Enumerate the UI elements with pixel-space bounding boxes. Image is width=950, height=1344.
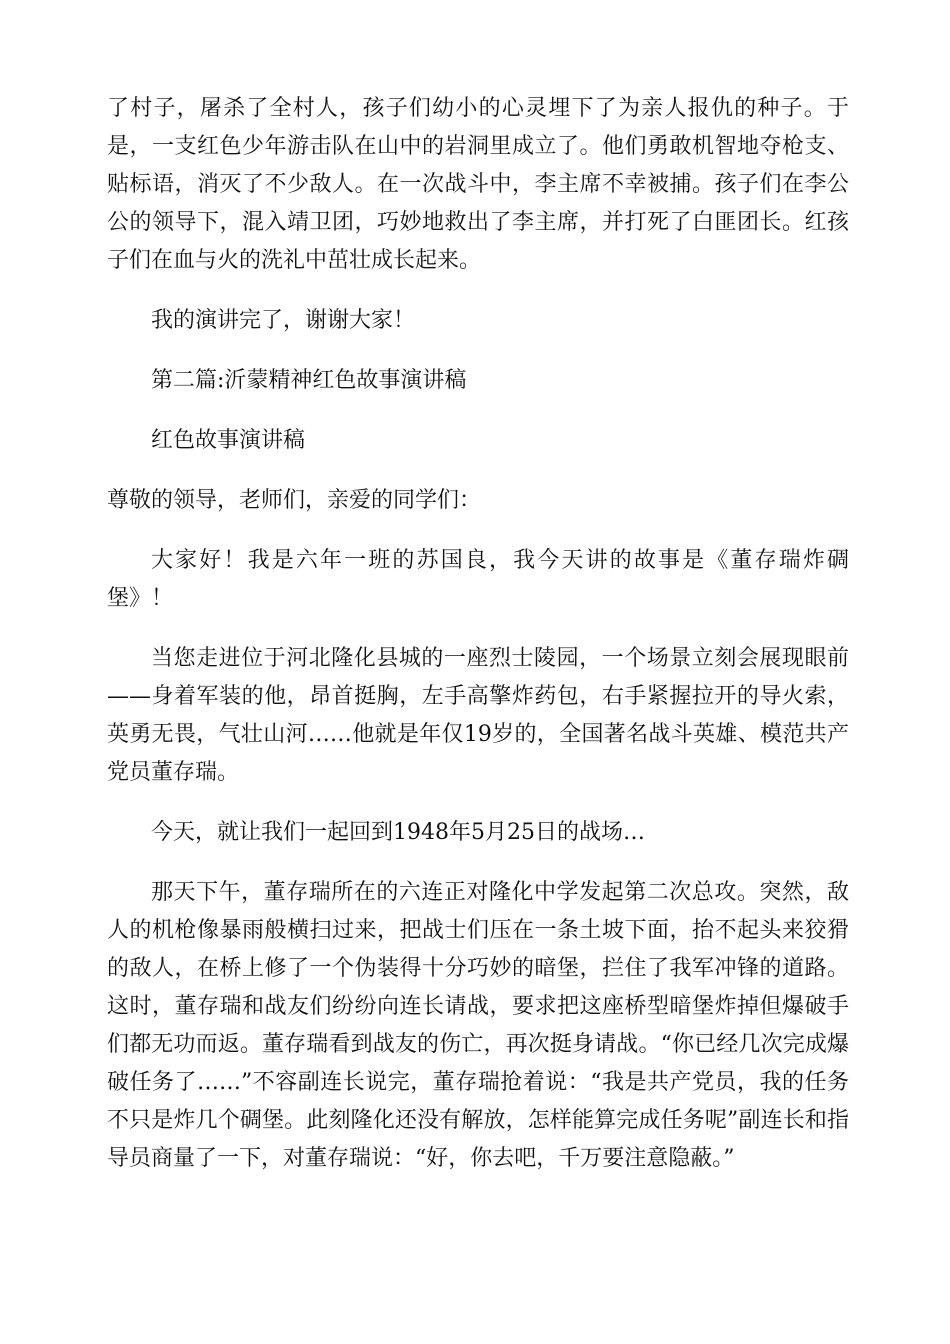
paragraph-battle: 那天下午，董存瑞所在的六连正对隆化中学发起第二次总攻。突然，敌人的机枪像暴雨般横扫过来，把战士们压在一条土坡下面，抬不起头来狡猾的敌人，在桥上修了一个伪装得十分巧妙的暗堡，拦住了我军冲锋的道路。这时，董存瑞和战友们纷纷向连长请战，要求把这座桥型暗堡炸掉但爆破手们都无功而返。董存瑞看到战友的伤亡，再次挺身请战。“你已经几次完成爆破任务了……”不容副连长说完，董存瑞抢着说：“我是共产党员，我的任务不只是炸几个碉堡。此刻隆化还没有解放，怎样能算完成任务呢”副连长和指导员商量了一下，对董存瑞说：“好，你去吧，千万要注意隐蔽。” (107, 880, 849, 1171)
paragraph-memorial: 当您走进位于河北隆化县城的一座烈士陵园，一个场景立刻会展现眼前——身着军装的他，昂首挺胸，左手高擎炸药包，右手紧握拉开的导火索，英勇无畏，气壮山河……他就是年仅19岁的，全国著名战斗英雄、模范共产党员董存瑞。 (107, 646, 849, 785)
paragraph-date: 今天，就让我们一起回到1948年5月25日的战场… (151, 820, 645, 845)
paragraph-greeting: 大家好！我是六年一班的苏国良，我今天讲的故事是《董存瑞炸碉堡》！ (107, 548, 849, 611)
paragraph-story-continuation: 了村子，屠杀了全村人，孩子们幼小的心灵埋下了为亲人报仇的种子。于是，一支红色少年游击队在山中的岩洞里成立了。他们勇敢机智地夺枪支、贴标语，消灭了不少敌人。在一次战斗中，李主席不幸被捕。孩子们在李公公的领导下，混入靖卫团，巧妙地救出了李主席，并打死了白匪团长。红孩子们在血与火的洗礼中茁壮成长起来。 (107, 96, 849, 273)
section-heading-second-article: 第二篇:沂蒙精神红色故事演讲稿 (151, 368, 467, 393)
speech-title: 红色故事演讲稿 (151, 428, 306, 453)
document-body (107, 90, 849, 1200)
paragraph-closing-remark: 我的演讲完了，谢谢大家！ (151, 308, 416, 333)
salutation: 尊敬的领导，老师们，亲爱的同学们： (107, 488, 482, 513)
